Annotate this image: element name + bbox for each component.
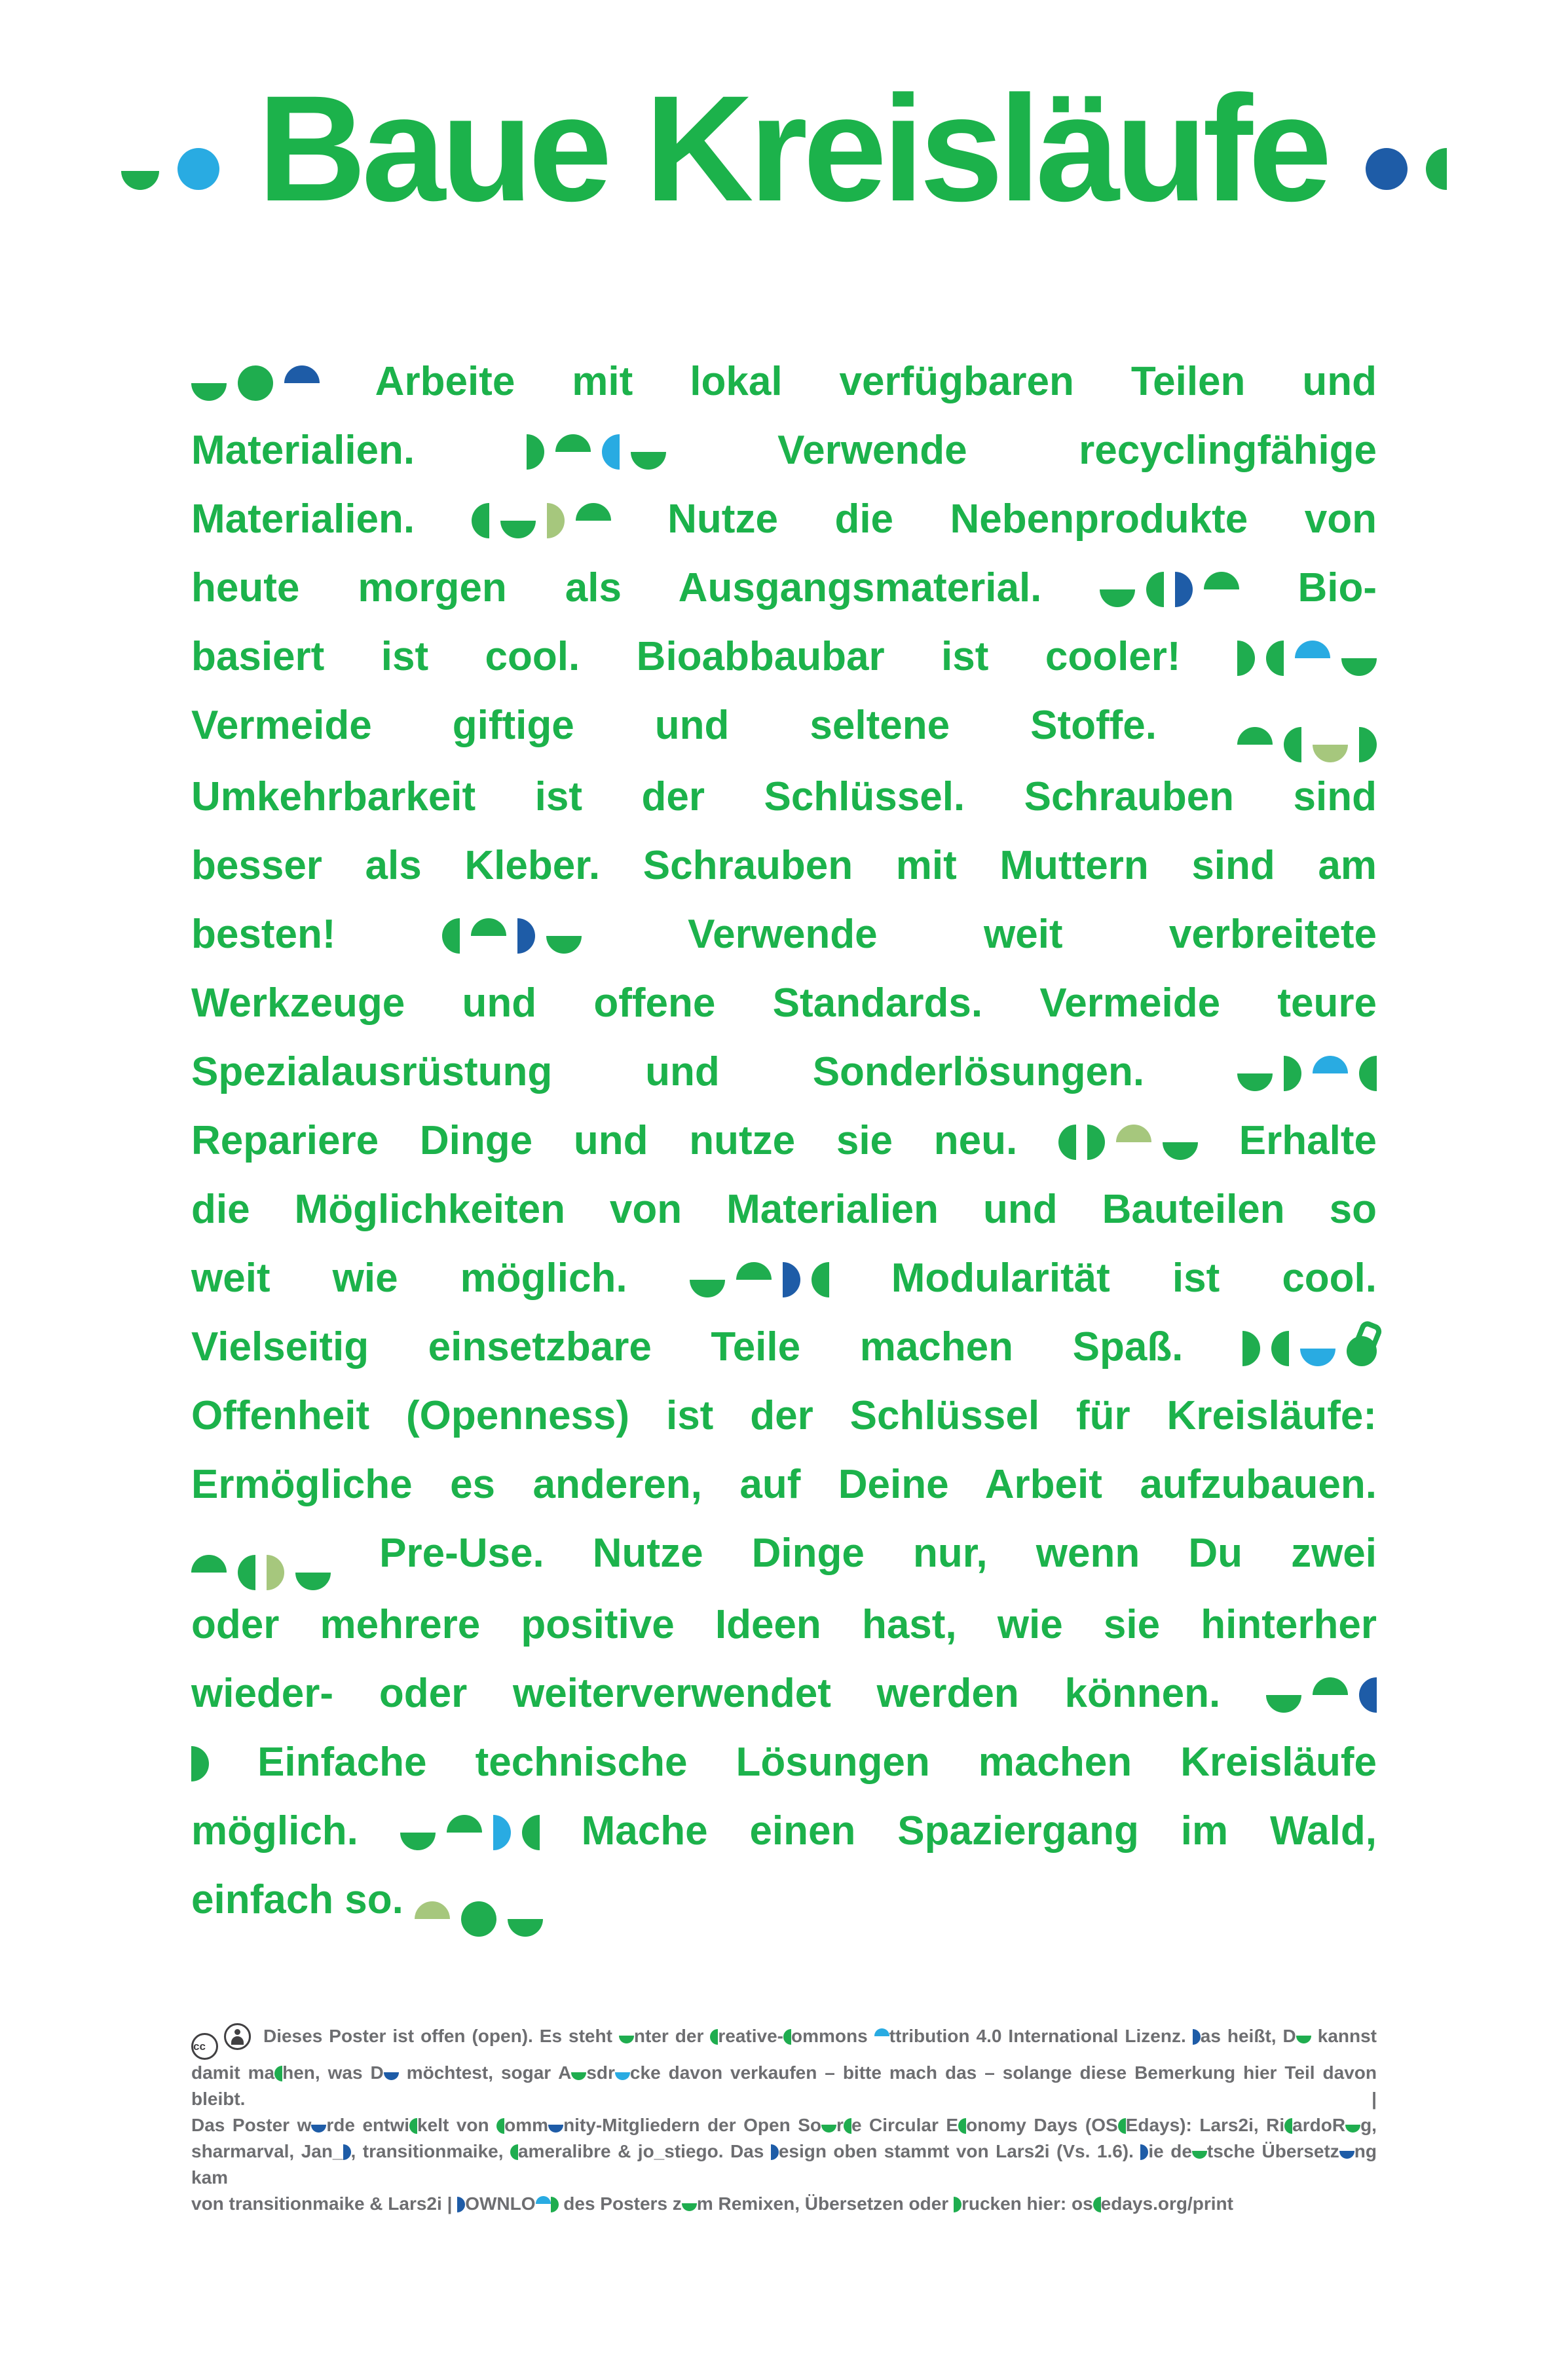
half-circle-right-icon	[1242, 1331, 1260, 1366]
half-circle-dome-icon	[415, 1901, 450, 1919]
half-circle-left-icon	[783, 2029, 791, 2045]
footer-line: Das Poster w rde entwi kelt von omm nity-Mitgliedern der Open So r e Circular E onomy Days (OS Edays): Lars2i, Ri ardoR g,	[191, 2115, 1377, 2135]
footer-line: cc Dieses Poster ist offen (open). Es steht nter der reative- ommons ttribution 4.0 International Lizenz. as heißt, D kannst	[191, 2023, 1377, 2060]
body-line: Werkzeuge und offene Standards. Vermeide teure	[191, 980, 1377, 1026]
half-circle-right-icon	[1284, 1056, 1301, 1091]
body-line: Spezialausrüstung und Sonderlösungen.	[191, 1037, 1377, 1106]
footer	[191, 2023, 1377, 2217]
half-circle-left-icon	[274, 2066, 282, 2081]
body-line: Arbeite mit lokal verfügbaren Teilen und	[191, 347, 1377, 416]
separator-shape-group	[690, 1262, 829, 1297]
half-circle-dome-icon	[1204, 572, 1239, 589]
separator-shape-group	[442, 918, 582, 954]
half-circle-dome-icon	[555, 434, 591, 452]
half-circle-dome-icon	[191, 1555, 227, 1573]
body-line: basiert ist cool. Bioabbaubar ist cooler!	[191, 622, 1377, 691]
half-circle-bowl-icon	[546, 936, 582, 954]
half-circle-circle-icon	[461, 1901, 496, 1937]
half-circle-bowl-icon	[500, 521, 536, 538]
half-circle-left-icon	[1266, 641, 1284, 676]
half-circle-left-icon	[812, 1262, 829, 1297]
half-circle-left-icon	[1118, 2118, 1126, 2134]
half-circle-dome-icon	[1116, 1125, 1151, 1142]
half-circle-bowl-icon	[821, 2125, 836, 2133]
half-circle-bowl-icon	[508, 1919, 543, 1937]
half-circle-right-icon	[527, 434, 544, 470]
body-line: Materialien. Verwende recyclingfähige	[191, 428, 1377, 473]
half-circle-right-icon	[343, 2144, 351, 2160]
body-line: besten! Verwende weit verbreitete	[191, 912, 1377, 957]
half-circle-dome-icon	[874, 2028, 889, 2036]
body-text	[191, 347, 1377, 1937]
half-circle-dome-icon	[284, 365, 320, 383]
half-circle-right-icon	[1193, 2029, 1201, 2045]
title-decoration-right	[1366, 148, 1447, 190]
half-circle-left-icon	[1093, 2197, 1101, 2212]
half-circle-bowl-icon	[311, 2125, 326, 2133]
half-circle-circle-icon	[1366, 148, 1408, 190]
half-circle-dome-icon	[1313, 1677, 1348, 1695]
cc-license-icon: cc	[191, 2033, 218, 2060]
half-circle-left-icon	[1284, 727, 1301, 762]
half-circle-right-icon	[1087, 1125, 1105, 1160]
half-circle-left-icon	[472, 503, 489, 538]
half-circle-left-icon	[1284, 2118, 1292, 2134]
body-line: Umkehrbarkeit ist der Schlüssel. Schrauben sind	[191, 774, 1377, 819]
half-circle-left-icon	[510, 2144, 518, 2160]
separator-shape-group	[400, 1815, 540, 1850]
footer-line: sharmarval, Jan_ , transitionmaike, ameralibre & jo_stiego. Das esign oben stammt von Lars2i (Vs. 1.6). ie de tsche Übersetz ng kam	[191, 2141, 1377, 2188]
half-circle-bowl-icon	[571, 2072, 586, 2080]
half-circle-circle-icon	[177, 148, 219, 190]
half-circle-bowl-icon	[1300, 1349, 1335, 1366]
separator-shape-group	[527, 434, 666, 470]
half-circle-bowl-icon	[1192, 2151, 1207, 2159]
body-line: wieder- oder weiterverwendet werden können.	[191, 1659, 1377, 1728]
half-circle-left-icon	[522, 1815, 540, 1850]
body-line: heute morgen als Ausgangsmaterial. Bio-	[191, 565, 1377, 610]
half-circle-bowl-icon	[1266, 1695, 1301, 1713]
half-circle-left-icon	[710, 2029, 718, 2045]
half-circle-right-icon	[517, 918, 535, 954]
body-line: weit wie möglich. Modularität ist cool.	[191, 1256, 1377, 1301]
half-circle-right-icon	[1359, 727, 1377, 762]
body-line: oder mehrere positive Ideen hast, wie sie hinterher	[191, 1602, 1377, 1647]
body-line: Pre-Use. Nutze Dinge nur, wenn Du zwei	[191, 1519, 1377, 1590]
half-circle-dome-icon	[471, 918, 506, 936]
separator-shape-group	[1237, 727, 1377, 762]
separator-shape-group	[191, 1746, 209, 1781]
half-circle-left-icon	[238, 1555, 255, 1590]
half-circle-bowl-icon	[690, 1280, 725, 1297]
body-line: Ermögliche es anderen, auf Deine Arbeit aufzubauen.	[191, 1462, 1377, 1507]
open-padlock-icon	[1347, 1336, 1377, 1366]
half-circle-dome-icon	[1313, 1056, 1348, 1073]
half-circle-right-icon	[547, 503, 565, 538]
separator-shape-group	[1237, 641, 1377, 676]
body-line: möglich. Mache einen Spaziergang im Wald,	[191, 1808, 1377, 1854]
half-circle-left-icon	[1271, 1331, 1289, 1366]
half-circle-circle-icon	[238, 365, 273, 401]
half-circle-left-icon	[1058, 1125, 1076, 1160]
half-circle-left-icon	[602, 434, 620, 470]
half-circle-dome-icon	[736, 1262, 772, 1280]
half-circle-left-icon	[1359, 1056, 1377, 1091]
half-circle-right-icon	[954, 2197, 961, 2212]
body-line: Einfache technische Lösungen machen Kreisläufe	[191, 1728, 1377, 1797]
page-title: Baue Kreisläufe	[257, 64, 1328, 233]
half-circle-left-icon	[1426, 148, 1447, 190]
separator-shape-group	[415, 1901, 543, 1937]
half-circle-right-icon	[457, 2197, 465, 2212]
half-circle-left-icon	[496, 2118, 504, 2134]
half-circle-bowl-icon	[384, 2072, 399, 2080]
separator-shape-group	[1100, 572, 1239, 607]
half-circle-right-icon	[1175, 572, 1193, 607]
half-circle-bowl-icon	[1339, 2151, 1354, 2159]
separator-shape-group	[472, 503, 611, 538]
separator-shape-group	[1058, 1125, 1198, 1160]
half-circle-bowl-icon	[1345, 2125, 1360, 2133]
half-circle-dome-icon	[1295, 641, 1330, 658]
half-circle-right-icon	[267, 1555, 284, 1590]
separator-shape-group	[191, 365, 320, 401]
body-line: die Möglichkeiten von Materialien und Bauteilen so	[191, 1187, 1377, 1232]
half-circle-left-icon	[442, 918, 460, 954]
half-circle-bowl-icon	[1313, 745, 1348, 762]
half-circle-bowl-icon	[191, 383, 227, 401]
body-line: Repariere Dinge und nutze sie neu. Erhalte	[191, 1118, 1377, 1163]
half-circle-bowl-icon	[682, 2203, 697, 2211]
half-circle-right-icon	[771, 2144, 779, 2160]
body-line: Vermeide giftige und seltene Stoffe.	[191, 691, 1377, 762]
half-circle-left-icon	[1359, 1677, 1377, 1713]
half-circle-bowl-icon	[400, 1833, 436, 1850]
half-circle-left-icon	[844, 2118, 851, 2134]
half-circle-left-icon	[1146, 572, 1164, 607]
title-decoration-left	[121, 148, 219, 190]
half-circle-left-icon	[409, 2118, 417, 2134]
half-circle-bowl-icon	[548, 2125, 563, 2133]
separator-shape-group	[1266, 1677, 1377, 1713]
half-circle-bowl-icon	[1296, 2036, 1311, 2043]
body-line: besser als Kleber. Schrauben mit Muttern sind am	[191, 843, 1377, 888]
separator-shape-group	[1237, 1056, 1377, 1091]
poster-page	[0, 64, 1568, 2367]
half-circle-right-icon	[493, 1815, 511, 1850]
title-row	[0, 64, 1568, 233]
half-circle-right-icon	[191, 1746, 209, 1781]
half-circle-dome-icon	[447, 1815, 482, 1833]
half-circle-dome-icon	[1237, 727, 1273, 745]
half-circle-bowl-icon	[1341, 658, 1377, 676]
half-circle-bowl-icon	[615, 2072, 630, 2080]
footer-line: von transitionmaike & Lars2i | OWNLO des Posters z m Remixen, Übersetzen oder rucken hier: os edays.org/print	[191, 2193, 1233, 2214]
half-circle-bowl-icon	[619, 2036, 634, 2043]
half-circle-right-icon	[1237, 641, 1255, 676]
half-circle-bowl-icon	[121, 171, 159, 190]
half-circle-bowl-icon	[295, 1573, 331, 1590]
cc-by-attribution-icon	[224, 2023, 251, 2050]
half-circle-right-icon	[1140, 2144, 1148, 2160]
half-circle-dome-icon	[536, 2196, 551, 2204]
half-circle-right-icon	[783, 1262, 800, 1297]
half-circle-bowl-icon	[1237, 1073, 1273, 1091]
half-circle-bowl-icon	[1163, 1142, 1198, 1160]
separator-shape-group	[1242, 1331, 1377, 1366]
body-line: Offenheit (Openness) ist der Schlüssel für Kreisläufe:	[191, 1393, 1377, 1438]
body-line: Vielseitig einsetzbare Teile machen Spaß.	[191, 1313, 1377, 1381]
body-line: Materialien. Nutze die Nebenprodukte von	[191, 496, 1377, 542]
body-line: einfach so.	[191, 1865, 1377, 1937]
half-circle-dome-icon	[576, 503, 611, 521]
separator-shape-group	[191, 1555, 331, 1590]
half-circle-bowl-icon	[1100, 589, 1135, 607]
half-circle-bowl-icon	[631, 452, 666, 470]
half-circle-right-icon	[551, 2197, 559, 2212]
footer-line: damit ma hen, was D möchtest, sogar A sdr cke davon verkaufen – bitte mach das – solange diese Bemerkung hier Teil davon bleibt. |	[191, 2062, 1377, 2109]
half-circle-left-icon	[958, 2118, 966, 2134]
